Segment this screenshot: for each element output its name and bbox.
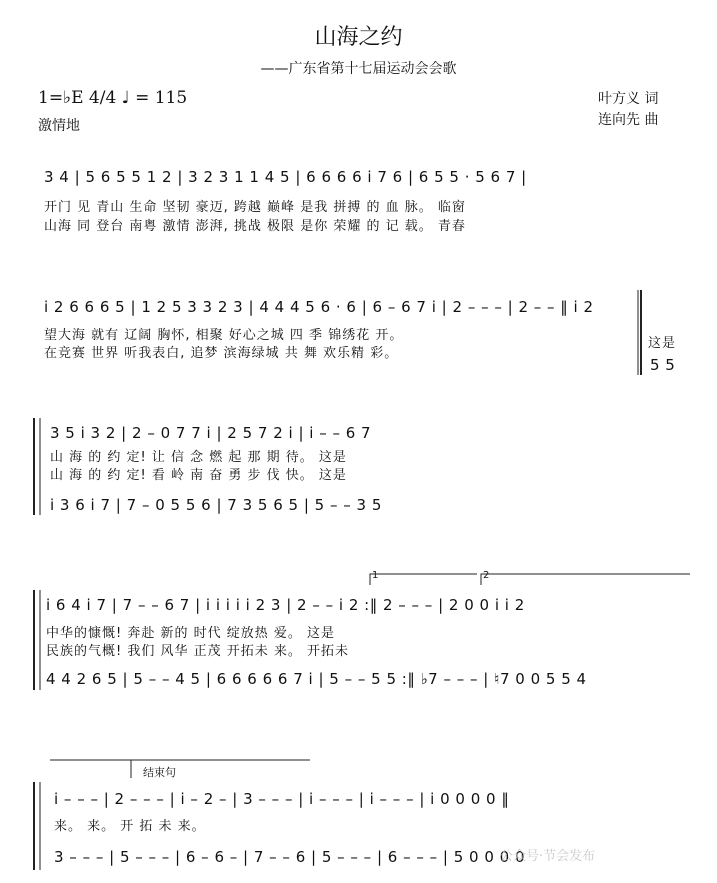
volta-2-label: 2: [483, 570, 490, 581]
system4-lower-notes: 4 4 2 6 5 | 5 – – 4 5 | 6 6 6 6 6 7 i | 5 – – 5 5 :‖ ♭7 – – – | ♮7 0 0 5 5 4: [46, 670, 587, 688]
volta-1-line: [370, 574, 477, 585]
key-signature: 1=♭E: [38, 88, 84, 108]
system5-upper-notes: i – – – | 2 – – – | i – 2 – | 3 – – – | i – – – | i – – – | i 0 0 0 0 ‖: [54, 790, 510, 808]
system3-upper-notes: 3 5 i 3 2 | 2 – 0 7 7 i | 2 5 7 2 i | i – – 6 7: [50, 424, 372, 442]
tempo-marking: ♩ = 115: [121, 88, 188, 108]
system1-lyrics-verse1: 开门 见 青山 生命 坚韧 豪迈, 跨越 巅峰 是我 拼搏 的 血 脉。 临窗: [44, 200, 466, 215]
lyricist-credit: 叶方义 词: [598, 91, 659, 107]
volta-1-label: 1: [372, 570, 379, 581]
composer-credit: 连向先 曲: [598, 112, 659, 128]
watermark-text: 公众号·节会发布: [500, 849, 596, 864]
system4-upper-notes: i 6 4 i 7 | 7 – – 6 7 | i i i i i 2 3 | 2 – – i 2 :‖ 2 – – – | 2 0 0 i i 2: [46, 596, 525, 614]
ending-label: 结束句: [143, 766, 176, 779]
volta-2-line: [481, 574, 690, 585]
system5-lower-notes: 3 – – – | 5 – – – | 6 – 6 – | 7 – – 6 | 5 – – – | 6 – – – | 5 0 0 0 0: [54, 848, 526, 866]
system3-lyrics-verse1: 山 海 的 约 定! 让 信 念 燃 起 那 期 待。 这是: [50, 450, 347, 465]
time-signature: 4/4: [88, 88, 117, 108]
system3-lyrics-verse2: 山 海 的 约 定! 看 岭 南 奋 勇 步 伐 快。 这是: [50, 468, 347, 483]
system2-lyrics-verse2: 在竞赛 世界 听我表白, 追梦 滨海绿城 共 舞 欢乐精 彩。: [44, 346, 399, 361]
system2-lyrics-verse1: 望大海 就有 辽阔 胸怀, 相聚 好心之城 四 季 锦绣花 开。: [44, 328, 404, 343]
song-subtitle: ——广东省第十七届运动会会歌: [260, 61, 457, 77]
system2-notes: i 2 6 6 6 5 | 1 2 5 3 3 2 3 | 4 4 4 5 6 · 6 | 6 – 6 7 i | 2 – – – | 2 – – ‖ i 2: [44, 298, 594, 316]
system1-lyrics-verse2: 山海 同 登台 南粤 激情 澎湃, 挑战 极限 是你 荣耀 的 记 载。 青春: [44, 219, 466, 234]
song-title: 山海之约: [314, 25, 403, 50]
system5-lyrics: 来。 来。 开 拓 未 来。: [54, 819, 206, 834]
expression-marking: 激情地: [38, 118, 80, 134]
system1-notes: 3 4 | 5 6 5 5 1 2 | 3 2 3 1 1 4 5 | 6 6 6 6 i 7 6 | 6 5 5 · 5 6 7 |: [44, 168, 527, 186]
system2-lower-notes: 5 5: [650, 356, 676, 374]
system4-lyrics-verse2: 民族的气概! 我们 风华 正茂 开拓未 来。 开拓未: [46, 644, 350, 659]
system2-lyrics-right: 这是: [648, 336, 677, 351]
system4-lyrics-verse1: 中华的慷慨! 奔赴 新的 时代 绽放热 爱。 这是: [46, 626, 336, 641]
system3-lower-notes: i 3 6 i 7 | 7 – 0 5 5 6 | 7 3 5 6 5 | 5 – – 3 5: [50, 496, 382, 514]
